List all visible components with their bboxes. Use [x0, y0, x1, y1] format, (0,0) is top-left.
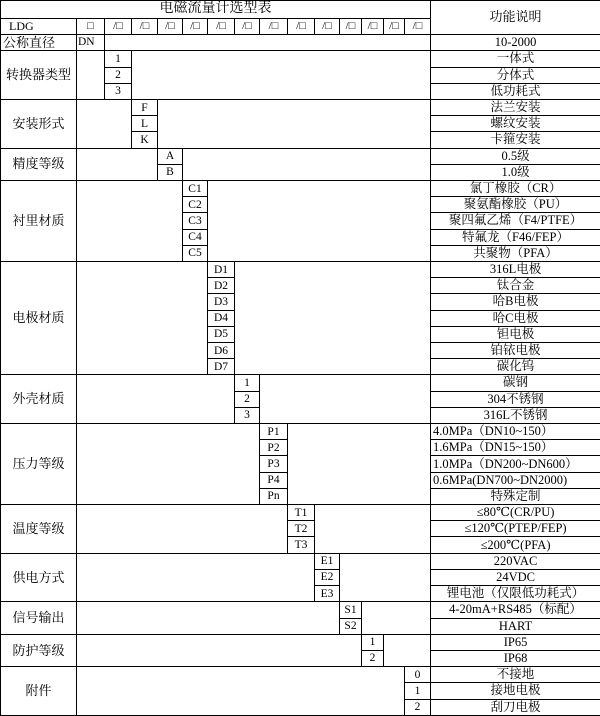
description-cell: 低功耗式	[431, 83, 600, 99]
category-label: 附件	[1, 667, 77, 716]
description-cell: 304不锈钢	[431, 391, 600, 407]
description-cell: 卡箍安装	[431, 132, 600, 148]
code-cell: 1	[362, 634, 384, 650]
code-cell: D7	[208, 359, 235, 375]
description-cell: 聚四氟乙烯（F4/PTFE）	[431, 213, 600, 229]
grid-spacer	[158, 100, 431, 149]
grid-spacer	[208, 181, 431, 262]
code-cell: P4	[260, 472, 288, 488]
model-code-slot: /□	[288, 19, 315, 35]
grid-spacer	[77, 505, 288, 554]
description-cell: 0.6MPa(DN700~DN2000)	[431, 472, 600, 488]
grid-spacer	[132, 51, 431, 100]
code-cell: K	[132, 132, 158, 148]
description-cell: 不接地	[431, 667, 600, 683]
grid-spacer	[77, 602, 340, 634]
category-label: 公称直径	[1, 34, 77, 51]
model-code-slot: /□	[183, 19, 208, 35]
grid-spacer	[77, 262, 208, 375]
model-code-slot: /□	[235, 19, 260, 35]
code-cell: A	[158, 148, 183, 164]
description-cell: 特氟龙（F46/FEP）	[431, 229, 600, 245]
grid-spacer	[260, 375, 431, 424]
category-label: 供电方式	[1, 553, 77, 602]
grid-spacer	[362, 602, 431, 634]
code-cell: T2	[288, 521, 315, 537]
category-label: 信号输出	[1, 602, 77, 634]
description-cell: 1.0MPa（DN200~DN600）	[431, 456, 600, 472]
description-cell: 碳化钨	[431, 359, 600, 375]
code-cell: D4	[208, 310, 235, 326]
code-cell: E1	[315, 553, 340, 569]
code-cell: C2	[183, 197, 208, 213]
description-cell: HART	[431, 618, 600, 634]
category-label: 衬里材质	[1, 181, 77, 262]
table-title: 电磁流量计选型表	[1, 1, 431, 19]
grid-spacer	[77, 181, 183, 262]
description-cell: 氯丁橡胶（CR）	[431, 181, 600, 197]
model-code-box: □	[77, 19, 105, 35]
code-cell: 2	[405, 699, 431, 715]
code-cell: L	[132, 116, 158, 132]
description-cell: ≤80℃(CR/PU)	[431, 505, 600, 521]
description-cell: 碳钢	[431, 375, 600, 391]
description-cell: IP65	[431, 634, 600, 650]
description-cell: 共聚物（PFA）	[431, 245, 600, 261]
category-label: 电极材质	[1, 262, 77, 375]
code-cell: S1	[340, 602, 362, 618]
code-cell: T1	[288, 505, 315, 521]
description-cell: 0.5级	[431, 148, 600, 164]
code-cell: D5	[208, 326, 235, 342]
description-cell: 哈B电极	[431, 294, 600, 310]
description-cell: 316L电极	[431, 262, 600, 278]
description-cell: 钛合金	[431, 278, 600, 294]
grid-spacer	[77, 375, 235, 424]
code-cell: C3	[183, 213, 208, 229]
code-cell: D3	[208, 294, 235, 310]
code-cell: 3	[235, 407, 260, 423]
description-cell: 接地电极	[431, 683, 600, 699]
code-cell: E3	[315, 586, 340, 602]
category-label: 安装形式	[1, 100, 77, 149]
grid-spacer	[340, 553, 431, 602]
description-cell: IP68	[431, 650, 600, 666]
description-cell: 铂铱电极	[431, 343, 600, 359]
grid-spacer	[235, 262, 431, 375]
code-cell: E2	[315, 569, 340, 585]
code-cell: D6	[208, 343, 235, 359]
code-cell: 1	[105, 51, 132, 67]
grid-spacer	[183, 148, 431, 180]
grid-spacer	[77, 424, 260, 505]
grid-spacer	[77, 100, 132, 149]
model-code-slot: /□	[208, 19, 235, 35]
model-code-slot: /□	[132, 19, 158, 35]
description-cell: 4.0MPa（DN10~150）	[431, 424, 600, 440]
description-cell: 锂电池（仅限低功耗式）	[431, 586, 600, 602]
description-cell: 法兰安装	[431, 100, 600, 116]
description-cell: ≤120℃(PTEP/FEP)	[431, 521, 600, 537]
code-cell: C1	[183, 181, 208, 197]
model-code-slot: /□	[384, 19, 405, 35]
category-label: 转换器类型	[1, 51, 77, 100]
code-cell: DN	[77, 34, 105, 51]
category-label: 压力等级	[1, 424, 77, 505]
category-label: 外壳材质	[1, 375, 77, 424]
function-column-header: 功能说明	[431, 1, 600, 35]
code-cell: Pn	[260, 488, 288, 504]
code-cell: P3	[260, 456, 288, 472]
description-cell: 10-2000	[431, 34, 600, 51]
category-label: 温度等级	[1, 505, 77, 554]
table-body	[1, 1, 600, 716]
code-cell: P2	[260, 440, 288, 456]
category-label: 防护等级	[1, 634, 77, 666]
grid-spacer	[384, 634, 431, 666]
model-code-slot: /□	[315, 19, 340, 35]
description-cell: 220VAC	[431, 553, 600, 569]
code-cell: 2	[105, 67, 132, 83]
model-code-slot: /□	[340, 19, 362, 35]
grid-spacer	[77, 634, 362, 666]
code-cell: C5	[183, 245, 208, 261]
description-cell: 特殊定制	[431, 488, 600, 504]
code-cell: T3	[288, 537, 315, 553]
description-cell: ≤200℃(PFA)	[431, 537, 600, 553]
description-cell: 1.0级	[431, 164, 600, 180]
code-cell: S2	[340, 618, 362, 634]
model-code-slot: /□	[158, 19, 183, 35]
description-cell: 钽电极	[431, 326, 600, 342]
code-cell: B	[158, 164, 183, 180]
code-cell: F	[132, 100, 158, 116]
description-cell: 4-20mA+RS485（标配）	[431, 602, 600, 618]
grid-spacer	[77, 667, 405, 716]
model-code-slot: /□	[362, 19, 384, 35]
grid-spacer	[315, 505, 431, 554]
grid-spacer	[77, 51, 105, 100]
description-cell: 24VDC	[431, 569, 600, 585]
code-cell: C4	[183, 229, 208, 245]
grid-spacer	[288, 424, 431, 505]
description-cell: 316L不锈钢	[431, 407, 600, 423]
code-cell: 1	[405, 683, 431, 699]
grid-spacer	[77, 553, 315, 602]
model-code-slot: /□	[260, 19, 288, 35]
description-cell: 1.6MPa（DN15~150）	[431, 440, 600, 456]
grid-spacer	[77, 148, 158, 180]
category-label: 精度等级	[1, 148, 77, 180]
description-cell: 分体式	[431, 67, 600, 83]
description-cell: 聚氨酯橡胶（PU）	[431, 197, 600, 213]
model-code-slot: /□	[405, 19, 431, 35]
code-cell: D1	[208, 262, 235, 278]
model-code-slot: /□	[105, 19, 132, 35]
description-cell: 一体式	[431, 51, 600, 67]
code-cell: 3	[105, 83, 132, 99]
code-cell: 0	[405, 667, 431, 683]
code-cell: 1	[235, 375, 260, 391]
description-cell: 刮刀电极	[431, 699, 600, 715]
code-cell: P1	[260, 424, 288, 440]
code-cell: D2	[208, 278, 235, 294]
code-cell: 2	[235, 391, 260, 407]
description-cell: 哈C电极	[431, 310, 600, 326]
grid-spacer	[105, 34, 431, 51]
code-cell: 2	[362, 650, 384, 666]
model-prefix: LDG	[1, 19, 77, 35]
description-cell: 螺纹安装	[431, 116, 600, 132]
